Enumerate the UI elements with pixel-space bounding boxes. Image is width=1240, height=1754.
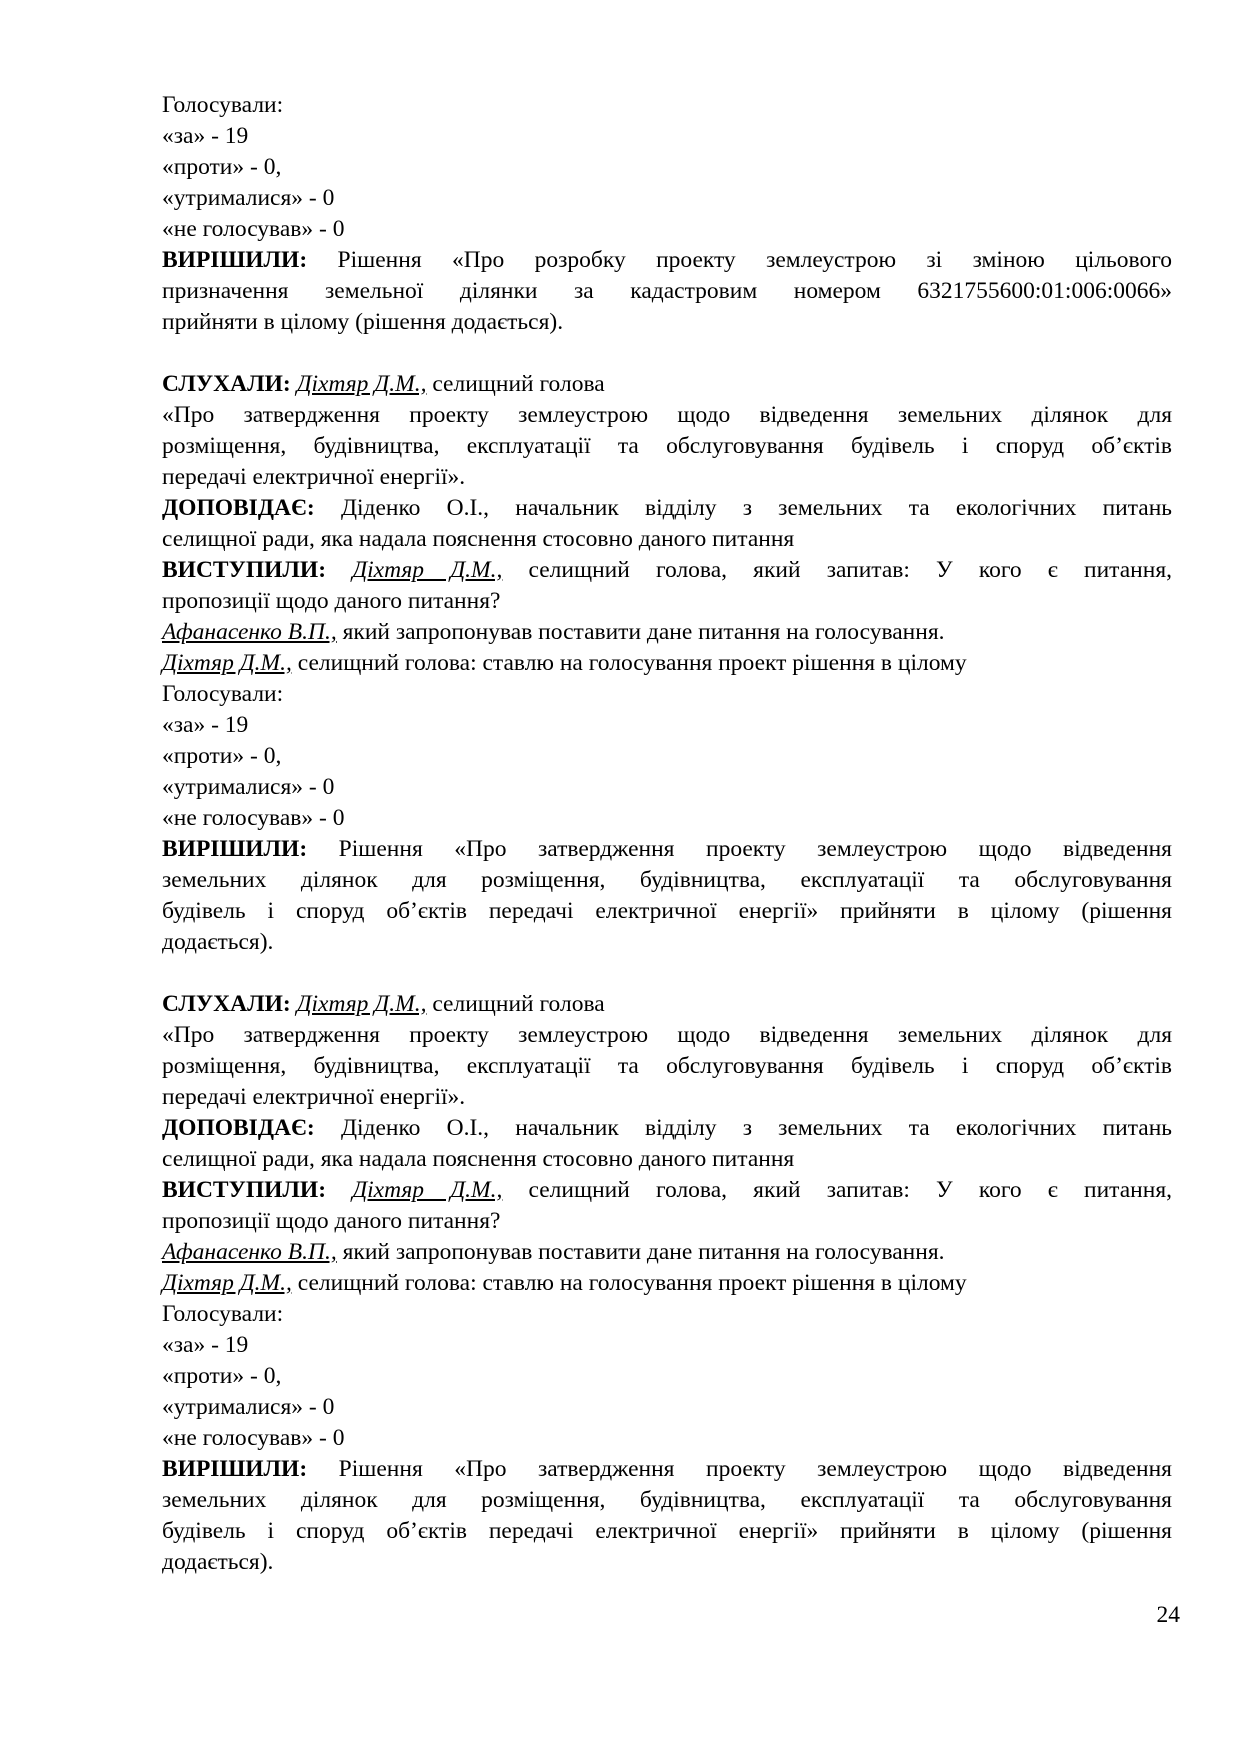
topic-line: «Про затвердження проекту землеустрою щодо відведення земельних ділянок для (162, 1022, 1172, 1048)
person-name: Діхтяр Д.М., (352, 557, 503, 583)
vote-not-voted: «не голосував» - 0 (162, 805, 345, 831)
decision-line: будівель і споруд об’єктів передачі електричної енергії» прийняти в цілому (рішення (162, 898, 1172, 924)
person-name: Діхтяр Д.М., (296, 371, 427, 397)
chair-text: селищний голова: ставлю на голосування проект рішення в цілому (297, 650, 967, 676)
vote-abstained: «утрималися» - 0 (162, 774, 335, 800)
vote-for: «за» - 19 (162, 123, 249, 149)
heard-line (162, 989, 1172, 1020)
person-name: Афанасенко В.П., (162, 619, 337, 645)
heard-line (162, 369, 1172, 400)
person-role: селищний голова (432, 371, 605, 397)
person-role: селищний голова (432, 991, 605, 1017)
proposal-line (162, 617, 1172, 648)
proposal-line (162, 1237, 1172, 1268)
person-name: Діхтяр Д.М., (296, 991, 427, 1017)
decision-line (162, 1454, 1172, 1485)
vote-header: Голосували: (162, 681, 284, 707)
decision-label: ВИРІШИЛИ: (162, 1456, 308, 1482)
topic-line: передачі електричної енергії». (162, 464, 466, 490)
person-name: Діхтяр Д.М., (162, 1270, 292, 1296)
topic-line: передачі електричної енергії». (162, 1084, 466, 1110)
document-page (162, 90, 1172, 1578)
spacer (162, 958, 1172, 989)
person-name: Діхтяр Д.М., (162, 650, 292, 676)
vote-against: «проти» - 0, (162, 743, 282, 769)
vote-against: «проти» - 0, (162, 154, 282, 180)
report-line (162, 493, 1172, 524)
topic-line: розміщення, будівництва, експлуатації та обслуговування будівель і споруд об’єктів (162, 433, 1172, 459)
report-line: селищної ради, яка надала пояснення стосовно даного питання (162, 1146, 795, 1172)
speak-line: пропозиції щодо даного питання? (162, 1208, 501, 1234)
vote-for: «за» - 19 (162, 1332, 249, 1358)
report-line: селищної ради, яка надала пояснення стосовно даного питання (162, 526, 795, 552)
intro-vote-block (162, 90, 1172, 338)
person-name: Афанасенко В.П., (162, 1239, 337, 1265)
decision-line: земельних ділянок для розміщення, будівництва, експлуатації та обслуговування (162, 867, 1172, 893)
decision-line: земельних ділянок для розміщення, будівництва, експлуатації та обслуговування (162, 1487, 1172, 1513)
decision-line: додається). (162, 929, 274, 955)
report-label: ДОПОВІДАЄ: (162, 495, 315, 521)
vote-abstained: «утрималися» - 0 (162, 185, 335, 211)
chair-line (162, 648, 1172, 679)
report-text: Діденко О.І., начальник відділу з земельних та екологічних питань (340, 495, 1173, 521)
spacer (162, 338, 1172, 369)
decision-label: ВИРІШИЛИ: (162, 836, 308, 862)
chair-line (162, 1268, 1172, 1299)
report-text: Діденко О.І., начальник відділу з земельних та екологічних питань (340, 1115, 1173, 1141)
proposal-text: який запропонував поставити дане питання на голосування. (342, 1239, 945, 1265)
decision-line: прийняти в цілому (рішення додається). (162, 309, 564, 335)
vote-for: «за» - 19 (162, 712, 249, 738)
agenda-section (162, 989, 1172, 1578)
decision-line: будівель і споруд об’єктів передачі електричної енергії» прийняти в цілому (рішення (162, 1518, 1172, 1544)
person-name: Діхтяр Д.М., (352, 1177, 503, 1203)
topic-line: розміщення, будівництва, експлуатації та обслуговування будівель і споруд об’єктів (162, 1053, 1172, 1079)
topic-line: «Про затвердження проекту землеустрою щодо відведення земельних ділянок для (162, 402, 1172, 428)
speak-label: ВИСТУПИЛИ: (162, 557, 327, 583)
speak-label: ВИСТУПИЛИ: (162, 1177, 327, 1203)
vote-not-voted: «не голосував» - 0 (162, 216, 345, 242)
proposal-text: який запропонував поставити дане питання на голосування. (342, 619, 945, 645)
vote-abstained: «утрималися» - 0 (162, 1394, 335, 1420)
page-number: 24 (1156, 1602, 1180, 1628)
vote-against: «проти» - 0, (162, 1363, 282, 1389)
speak-text: селищний голова, який запитав: У кого є питання, (528, 1177, 1173, 1203)
agenda-section (162, 369, 1172, 958)
heard-label: СЛУХАЛИ: (162, 991, 291, 1017)
decision-text: Рішення «Про затвердження проекту землеустрою щодо відведення (338, 1456, 1172, 1482)
decision-line (162, 834, 1172, 865)
decision-line: додається). (162, 1549, 274, 1575)
chair-text: селищний голова: ставлю на голосування проект рішення в цілому (297, 1270, 967, 1296)
decision-text: Рішення «Про затвердження проекту землеустрою щодо відведення (338, 836, 1172, 862)
decision-line (162, 245, 1172, 276)
speak-text: селищний голова, який запитав: У кого є питання, (528, 557, 1173, 583)
decision-line: призначення земельної ділянки за кадастровим номером 6321755600:01:006:0066» (162, 278, 1172, 304)
speak-line (162, 1175, 1172, 1206)
vote-header: Голосували: (162, 1301, 284, 1327)
heard-label: СЛУХАЛИ: (162, 371, 291, 397)
vote-not-voted: «не голосував» - 0 (162, 1425, 345, 1451)
speak-line: пропозиції щодо даного питання? (162, 588, 501, 614)
report-line (162, 1113, 1172, 1144)
vote-header: Голосували: (162, 92, 284, 118)
report-label: ДОПОВІДАЄ: (162, 1115, 315, 1141)
speak-line (162, 555, 1172, 586)
decision-label: ВИРІШИЛИ: (162, 247, 308, 273)
decision-text: Рішення «Про розробку проекту землеустрою зі зміною цільового (337, 247, 1173, 273)
